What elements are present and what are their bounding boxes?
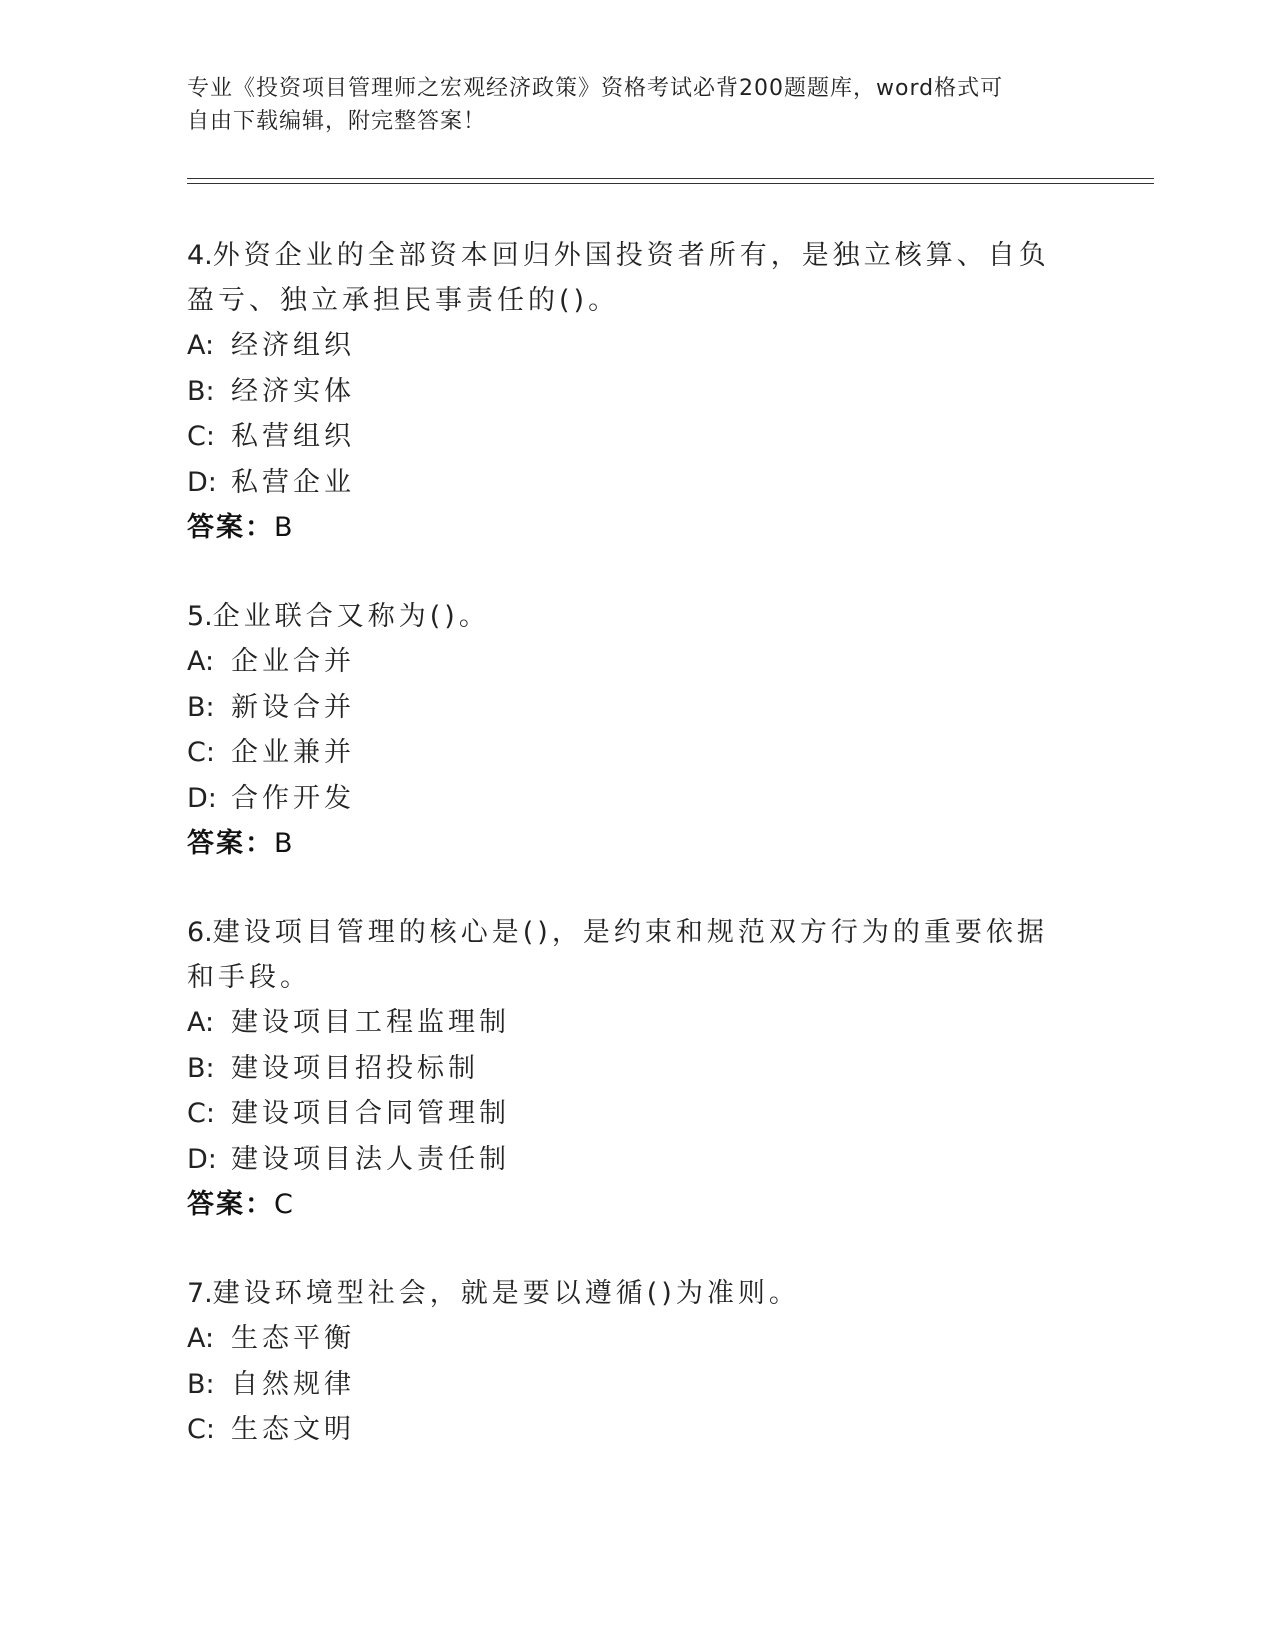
option-letter: C: [187, 1414, 215, 1445]
option-text: 建设项目招投标制 [231, 1052, 479, 1084]
option-text: 新设合并 [231, 691, 355, 723]
question-4 [187, 233, 1067, 551]
option-text: 生态平衡 [231, 1323, 355, 1354]
question-text: 企业联合又称为()。 [212, 601, 490, 632]
question-stem [187, 594, 1067, 639]
option-c [187, 414, 1067, 460]
option-text: 私营组织 [231, 421, 355, 452]
document-header [187, 72, 1067, 138]
question-text: 建设环境型社会，就是要以遵循()为准则。 [212, 1278, 800, 1309]
question-7 [187, 1271, 1067, 1453]
answer-value: B [274, 512, 293, 543]
answer-value: C [274, 1189, 293, 1220]
option-b [187, 685, 1067, 731]
option-a [187, 323, 1067, 369]
option-c [187, 730, 1067, 776]
question-number: 7. [187, 1278, 213, 1309]
option-b [187, 1046, 1067, 1092]
header-line-2: 自由下载编辑，附完整答案！ [187, 109, 487, 134]
option-c [187, 1091, 1067, 1137]
option-text: 自然规律 [231, 1368, 355, 1400]
header-divider [187, 178, 1154, 184]
question-stem [187, 1271, 1067, 1316]
option-letter: C: [187, 1098, 215, 1129]
option-a [187, 1316, 1067, 1362]
option-c [187, 1407, 1067, 1453]
question-stem [187, 233, 1067, 323]
answer [187, 505, 1067, 551]
option-text: 建设项目合同管理制 [231, 1098, 510, 1129]
option-letter: D: [187, 1143, 217, 1175]
question-number: 4. [187, 240, 213, 271]
option-letter: D: [187, 466, 217, 498]
option-letter: C: [187, 737, 215, 768]
header-line-1: 专业《投资项目管理师之宏观经济政策》资格考试必背200题题库，word格式可 [187, 76, 1004, 101]
question-stem [187, 910, 1067, 1000]
option-a [187, 1000, 1067, 1046]
option-letter: B: [187, 691, 215, 723]
option-text: 经济实体 [231, 375, 355, 407]
option-letter: B: [187, 375, 215, 407]
option-d [187, 776, 1067, 822]
option-text: 企业兼并 [231, 737, 355, 768]
answer-label: 答案： [187, 512, 274, 543]
question-number: 5. [187, 601, 213, 632]
answer [187, 1182, 1067, 1228]
option-text: 私营企业 [231, 466, 355, 498]
option-letter: A: [187, 646, 215, 677]
option-d [187, 460, 1067, 506]
option-letter: D: [187, 782, 217, 814]
answer-label: 答案： [187, 828, 274, 859]
option-text: 建设项目工程监理制 [231, 1007, 510, 1038]
question-text: 外资企业的全部资本回归外国投资者所有，是独立核算、自负盈亏、独立承担民事责任的()。 [187, 240, 1050, 316]
option-a [187, 639, 1067, 685]
question-text: 建设项目管理的核心是()，是约束和规范双方行为的重要依据和手段。 [187, 917, 1048, 993]
question-list [187, 233, 1067, 1496]
option-text: 企业合并 [231, 646, 355, 677]
option-d [187, 1137, 1067, 1183]
answer-label: 答案： [187, 1189, 274, 1220]
option-text: 建设项目法人责任制 [231, 1143, 510, 1175]
option-text: 经济组织 [231, 330, 355, 361]
question-5 [187, 594, 1067, 867]
question-6 [187, 910, 1067, 1228]
option-letter: B: [187, 1368, 215, 1400]
answer-value: B [274, 828, 293, 859]
answer [187, 821, 1067, 867]
option-letter: A: [187, 1007, 215, 1038]
question-number: 6. [187, 917, 213, 948]
option-letter: A: [187, 1323, 215, 1354]
option-b [187, 369, 1067, 415]
option-letter: A: [187, 330, 215, 361]
option-letter: C: [187, 421, 215, 452]
option-text: 合作开发 [231, 782, 355, 814]
option-b [187, 1362, 1067, 1408]
option-letter: B: [187, 1052, 215, 1084]
option-text: 生态文明 [231, 1414, 355, 1445]
